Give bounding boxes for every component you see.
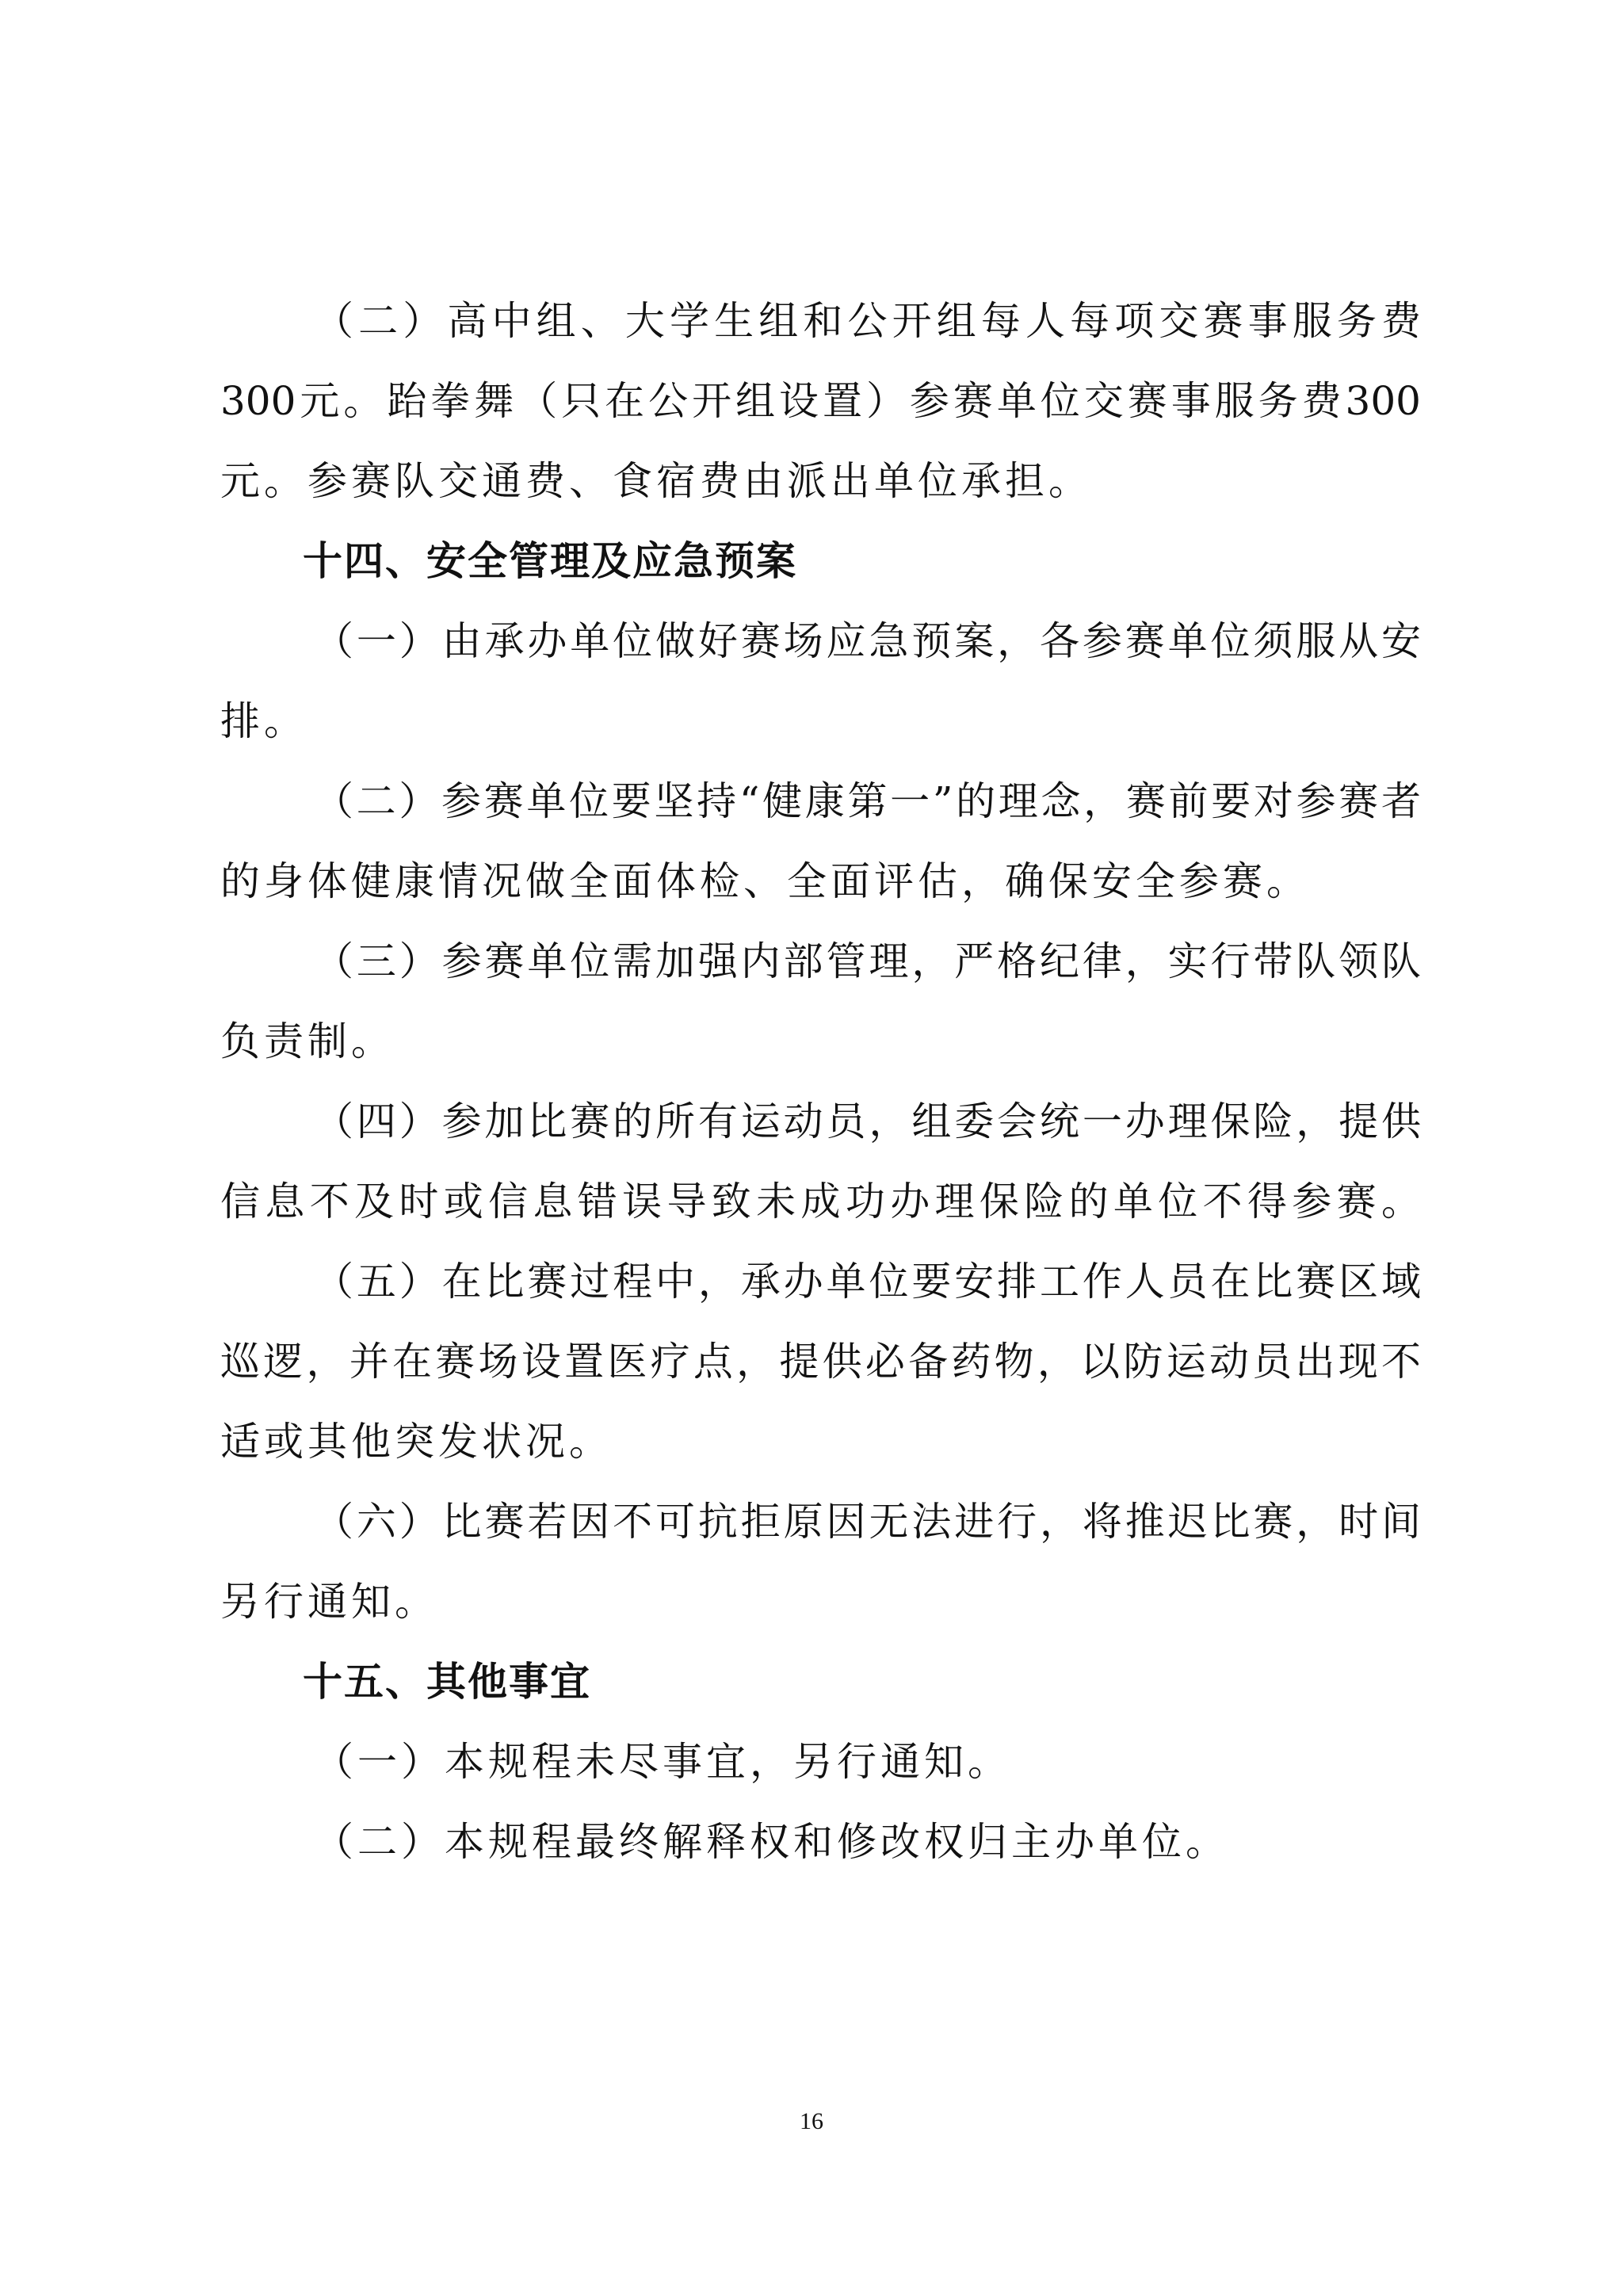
- paragraph-line: 300元。跆拳舞（只在公开组设置）参赛单位交赛事服务费300: [220, 378, 1421, 424]
- section-heading-15: 十五、其他事宜: [303, 1659, 591, 1705]
- paragraph-line: （二）本规程最终解释权和修改权归主办单位。: [314, 1819, 1229, 1865]
- paragraph-line: 排。: [220, 698, 307, 744]
- paragraph-line: （五）在比赛过程中，承办单位要安排工作人员在比赛区域: [314, 1259, 1421, 1305]
- paragraph-line: （一）由承办单位做好赛场应急预案，各参赛单位须服从安: [314, 618, 1421, 664]
- section-heading-14: 十四、安全管理及应急预案: [303, 538, 797, 584]
- paragraph-line: 另行通知。: [220, 1579, 438, 1625]
- paragraph-line: 元。参赛队交通费、食宿费由派出单位承担。: [220, 458, 1092, 504]
- paragraph-line: （一）本规程未尽事宜，另行通知。: [314, 1739, 1011, 1785]
- page-number: 16: [800, 2108, 823, 2134]
- paragraph-line: 适或其他突发状况。: [220, 1419, 613, 1465]
- paragraph-line: （二）高中组、大学生组和公开组每人每项交赛事服务费: [314, 298, 1421, 344]
- paragraph-line: （六）比赛若因不可抗拒原因无法进行，将推迟比赛，时间: [314, 1499, 1421, 1545]
- paragraph-line: （二）参赛单位要坚持“健康第一”的理念，赛前要对参赛者: [314, 778, 1421, 824]
- paragraph-line: （三）参赛单位需加强内部管理，严格纪律，实行带队领队: [314, 938, 1421, 984]
- paragraph-line: 的身体健康情况做全面体检、全面评估，确保安全参赛。: [220, 858, 1310, 904]
- paragraph-line: 负责制。: [220, 1018, 395, 1064]
- document-body: [220, 281, 1421, 1882]
- paragraph-line: 巡逻，并在赛场设置医疗点，提供必备药物，以防运动员出现不: [220, 1339, 1421, 1385]
- paragraph-line: （四）参加比赛的所有运动员，组委会统一办理保险，提供: [314, 1098, 1421, 1144]
- paragraph-line: 信息不及时或信息错误导致未成功办理保险的单位不得参赛。: [220, 1179, 1421, 1224]
